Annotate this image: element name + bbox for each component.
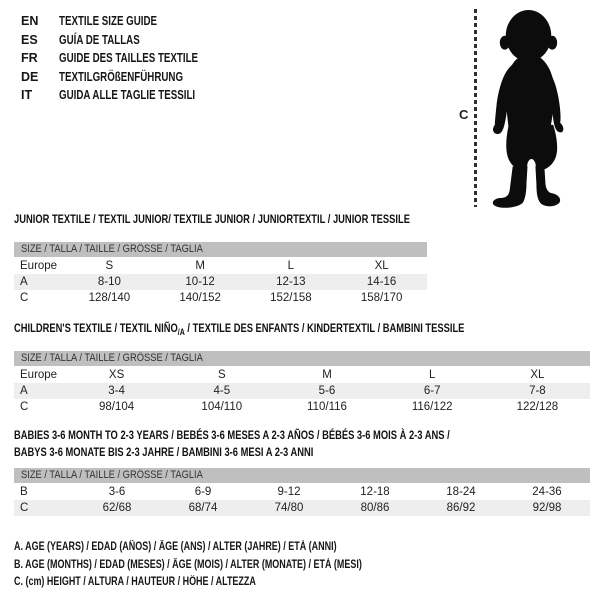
table-cell: S	[105, 260, 114, 272]
table-row	[14, 500, 590, 516]
table-cell: 12-13	[276, 276, 306, 288]
table-cell: S	[217, 369, 226, 381]
table-row	[14, 383, 590, 399]
lang-row-it	[21, 86, 237, 105]
table-cell: 8-10	[97, 276, 121, 288]
footnote-c	[14, 574, 460, 592]
footnote-c-text: C. (cm) HEIGHT / ALTURA / HAUTEUR / HÖHE / ALTEZZA	[14, 576, 256, 588]
table-cell: 4-5	[213, 385, 231, 397]
footnote-a	[14, 539, 460, 557]
row-label: C	[20, 401, 29, 413]
lang-code: FR	[21, 51, 38, 65]
size-band-text: SIZE / TALLA / TAILLE / GRÖSSE / TAGLIA	[21, 352, 203, 364]
table-cell: 122/128	[516, 401, 559, 413]
table-cell: 140/152	[179, 292, 221, 304]
lang-label: GUÍA DE TALLAS	[59, 32, 140, 47]
childrens-table	[14, 351, 591, 415]
lang-label: GUIDA ALLE TAGLIE TESSILI	[59, 88, 196, 102]
lang-label: TEXTILGRÖßENFÜHRUNG	[59, 69, 184, 84]
lang-row-fr	[21, 49, 237, 68]
size-band-header	[14, 468, 590, 483]
table-row	[14, 367, 590, 383]
height-measure-label: C	[459, 107, 469, 122]
row-label: C	[20, 292, 29, 304]
title-post: / TEXTILE DES ENFANTS / KINDERTEXTIL / BAMBINI TESSILE	[184, 321, 465, 335]
table-cell: 62/68	[102, 502, 132, 514]
table-cell: 5-6	[318, 385, 336, 397]
table-row	[14, 290, 427, 306]
footnote-b	[14, 557, 460, 575]
childrens-table-title	[14, 321, 591, 335]
babies-table-title-line1	[14, 427, 590, 444]
table-cell: 128/140	[88, 292, 131, 304]
table-cell: 3-4	[108, 385, 125, 397]
row-label: A	[20, 385, 28, 397]
table-cell: 14-16	[366, 276, 397, 288]
lang-code: ES	[21, 32, 38, 47]
lang-code: DE	[21, 69, 39, 84]
height-measure-dashed-line	[474, 9, 477, 207]
table-cell: 92/98	[532, 502, 562, 514]
lang-row-en	[21, 12, 237, 31]
table-cell: L	[287, 260, 295, 272]
table-cell: 158/170	[360, 292, 403, 304]
lang-row-de	[21, 68, 237, 87]
size-band-header	[14, 242, 427, 257]
size-band-text: SIZE / TALLA / TAILLE / GRÖSSE / TAGLIA	[21, 469, 203, 481]
footnote-a-text: A. AGE (YEARS) / EDAD (AÑOS) / ÂGE (ANS) / ALTER (JAHRE) / ETÀ (ANNI)	[14, 541, 337, 553]
table-cell: 10-12	[185, 276, 215, 288]
row-label: A	[20, 276, 28, 288]
language-header	[21, 12, 237, 105]
babies-table-title-line2	[14, 444, 590, 461]
table-row	[14, 274, 427, 290]
babies-title-text-1: BABIES 3-6 MONTH TO 2-3 YEARS / BEBÉS 3-6 MESES A 2-3 AÑOS / BÉBÉS 3-6 MOIS À 2-3 ANS /	[14, 428, 450, 442]
table-cell: XL	[530, 369, 545, 381]
row-label: C	[20, 502, 29, 514]
row-label: Europe	[20, 369, 58, 381]
table-cell: 110/116	[307, 401, 347, 413]
table-cell: 6-9	[194, 486, 212, 498]
table-row	[14, 484, 590, 500]
table-cell: 7-8	[529, 385, 546, 397]
title-pre: CHILDREN'S TEXTILE / TEXTIL NIÑO	[14, 321, 178, 335]
silhouette-shorts	[506, 125, 557, 171]
babies-title-text-2: BABYS 3-6 MONATE BIS 2-3 JAHRE / BAMBINI 3-6 MESI A 2-3 ANNI	[14, 445, 314, 459]
table-cell: 86/92	[446, 502, 476, 514]
table-cell: 152/158	[270, 292, 312, 304]
table-cell: 104/110	[201, 401, 243, 413]
silhouette-head	[506, 10, 552, 61]
childrens-table-title-text	[14, 321, 464, 339]
table-cell: L	[428, 369, 436, 381]
table-cell: 18-24	[446, 486, 476, 498]
babies-textile-section	[14, 427, 590, 516]
junior-textile-section	[14, 212, 522, 306]
table-cell: 6-7	[423, 385, 441, 397]
table-cell: XS	[108, 369, 125, 381]
toddler-silhouette-image	[482, 8, 576, 208]
junior-table-title	[14, 212, 522, 226]
table-cell: 12-18	[360, 486, 390, 498]
table-cell: 3-6	[108, 486, 126, 498]
junior-table	[14, 242, 522, 306]
footnote-b-text: B. AGE (MONTHS) / EDAD (MESES) / ÂGE (MOIS) / ALTER (MONATE) / ETÀ (MESI)	[14, 558, 362, 571]
lang-label: TEXTILE SIZE GUIDE	[59, 14, 158, 28]
table-row	[14, 399, 590, 415]
table-cell: M	[195, 260, 205, 272]
footnotes	[14, 539, 460, 592]
table-cell: 116/122	[411, 401, 453, 413]
table-cell: 80/86	[360, 502, 390, 514]
table-row	[14, 258, 427, 274]
babies-table	[14, 468, 590, 516]
size-band-text: SIZE / TALLA / TAILLE / GRÖSSE / TAGLIA	[21, 243, 203, 255]
childrens-textile-section	[14, 321, 591, 415]
title-subscript: /A	[177, 327, 185, 337]
row-label: Europe	[20, 260, 58, 272]
table-cell: 9-12	[277, 486, 301, 498]
lang-label: GUIDE DES TAILLES TEXTILE	[59, 51, 199, 65]
table-cell: 74/80	[274, 502, 304, 514]
junior-table-title-text: JUNIOR TEXTILE / TEXTIL JUNIOR/ TEXTILE JUNIOR / JUNIORTEXTIL / JUNIOR TESSILE	[14, 212, 410, 226]
lang-row-es	[21, 31, 237, 50]
table-cell: M	[322, 369, 332, 381]
table-cell: 24-36	[532, 486, 562, 498]
silhouette-ear-left	[500, 36, 510, 50]
table-cell: 98/104	[99, 401, 135, 413]
table-cell: 68/74	[188, 502, 218, 514]
lang-code: EN	[21, 14, 39, 28]
silhouette-leg-right	[535, 166, 560, 206]
silhouette-ear-right	[547, 36, 557, 50]
lang-code: IT	[21, 88, 33, 102]
silhouette-leg-left	[493, 166, 528, 207]
row-label: B	[20, 486, 28, 498]
size-band-header	[14, 351, 590, 366]
table-cell: XL	[374, 260, 389, 272]
